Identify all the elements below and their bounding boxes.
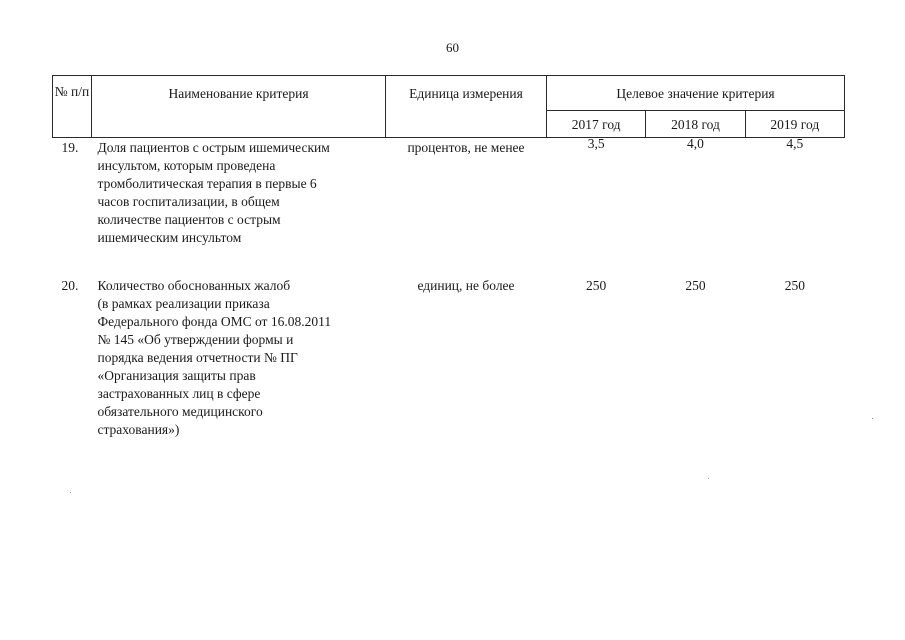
criterion-name-line: часов госпитализации, в общем — [97, 194, 280, 209]
scan-speck — [70, 492, 71, 493]
value-2019: 4,5 — [786, 136, 804, 151]
unit-cell: процентов, не менее — [407, 140, 525, 155]
value-2017: 250 — [586, 278, 607, 293]
row-spacer — [53, 247, 845, 277]
header-number: № п/п — [53, 76, 92, 138]
value-2018: 250 — [685, 278, 706, 293]
criterion-name-line: застрахованных лиц в сфере — [97, 386, 261, 401]
scan-speck — [872, 418, 873, 419]
header-year-2017: 2017 год — [547, 111, 646, 138]
header-unit: Единица измерения — [386, 76, 547, 138]
criterion-name-line: ишемическим инсультом — [97, 230, 242, 245]
value-2017: 3,5 — [587, 136, 605, 151]
table-row — [53, 138, 845, 248]
criterion-name-line: количестве пациентов с острым — [97, 212, 281, 227]
criterion-name-line: тромболитическая терапия в первые 6 — [97, 176, 317, 191]
criterion-name-line: Федерального фонда ОМС от 16.08.2011 — [97, 314, 332, 329]
criteria-table — [52, 75, 845, 439]
header-year-2018: 2018 год — [646, 111, 745, 138]
value-2019: 250 — [784, 278, 805, 293]
table-row — [53, 277, 845, 439]
criterion-name — [92, 138, 386, 248]
unit-cell: единиц, не более — [417, 278, 515, 293]
header-row-top — [53, 76, 845, 111]
criterion-name-line: № 145 «Об утверждении формы и — [97, 332, 294, 347]
criterion-name-line: Количество обоснованных жалоб — [97, 278, 291, 293]
value-2018: 4,0 — [687, 136, 704, 151]
page-number: 60 — [446, 40, 459, 55]
criterion-name-line: Доля пациентов с острым ишемическим — [97, 140, 330, 155]
criterion-name-line: (в рамках реализации приказа — [97, 296, 270, 311]
header-year-2019: 2019 год — [745, 111, 844, 138]
header-target-value: Целевое значение критерия — [547, 76, 845, 111]
scan-speck — [708, 478, 709, 479]
header-criterion-name: Наименование критерия — [92, 76, 386, 138]
row-number: 19. — [61, 140, 79, 155]
criterion-name-line: обязательного медицинского — [97, 404, 263, 419]
criterion-name-line: порядка ведения отчетности № ПГ — [97, 350, 298, 365]
criterion-name-line: инсультом, которым проведена — [97, 158, 276, 173]
criterion-name-line: страхования») — [97, 422, 180, 437]
criterion-name — [92, 277, 386, 439]
spacer-cell — [53, 247, 845, 277]
row-number: 20. — [61, 278, 79, 293]
criterion-name-line: «Организация защиты прав — [97, 368, 256, 383]
